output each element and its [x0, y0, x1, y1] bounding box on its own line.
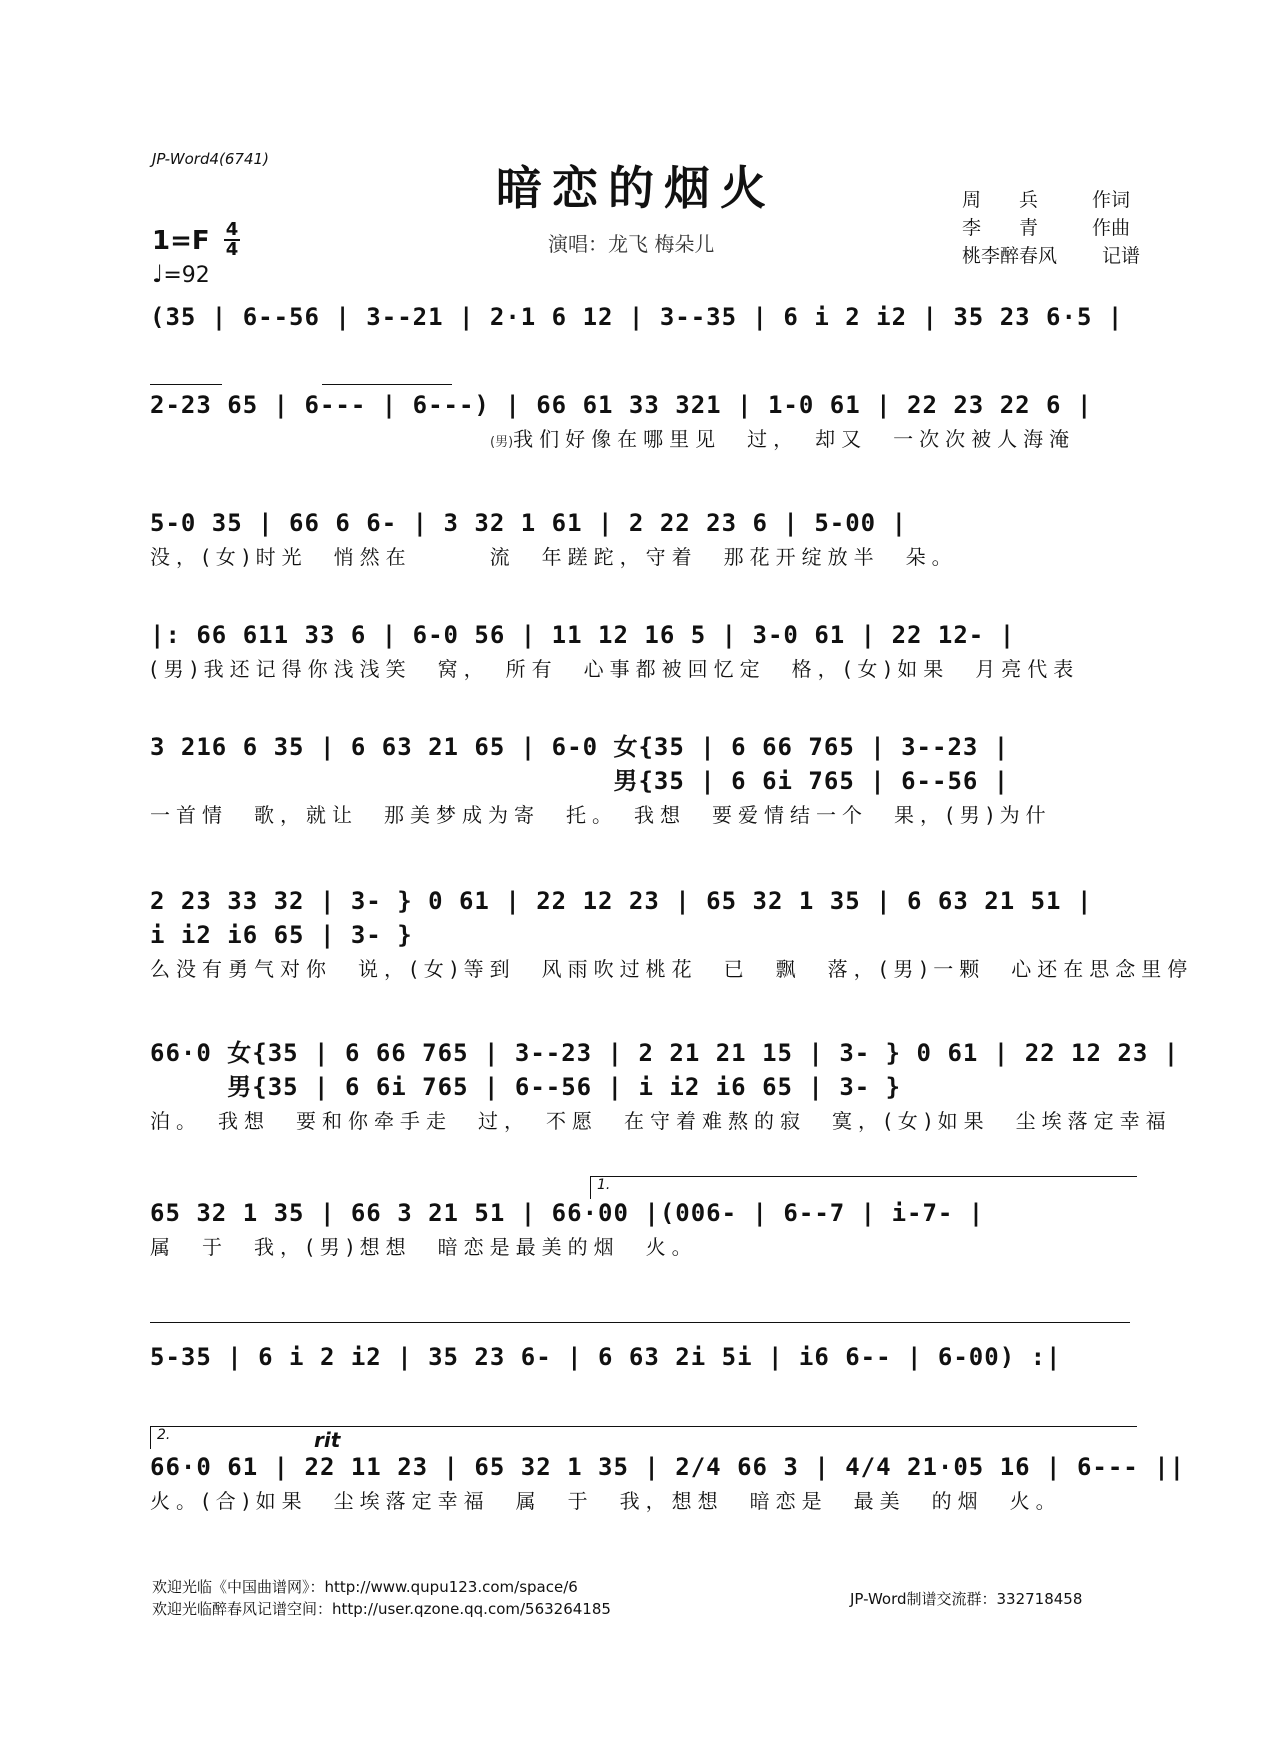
- notation-line-lower: 男{35 | 6 6i 765 | 6--56 | i i2 i6 65 | 3- }: [150, 1073, 902, 1101]
- time-signature: [224, 219, 240, 260]
- credit-name: 桃李醉春风: [962, 245, 1058, 267]
- lyric-line: 泊。 我想 要和你牵手走 过， 不愿 在守着难熬的寂 寞，(女)如果 尘埃落定幸福: [150, 1109, 1172, 1133]
- footer-links: [152, 1576, 611, 1620]
- lyric-line: 属 于 我，(男)想想 暗恋是最美的烟 火。: [150, 1235, 698, 1259]
- footer-link-2[interactable]: 欢迎光临醉春风记谱空间：http://user.qzone.qq.com/563264185: [152, 1600, 611, 1618]
- lyric-text: 我们好像在哪里见 过， 却又 一次次被人海淹: [513, 427, 1076, 451]
- credit-lyricist: [962, 186, 1130, 214]
- tempo-value: =92: [163, 263, 210, 288]
- source-tag: JP-Word4(6741): [152, 150, 269, 168]
- lyric-line: 么没有勇气对你 说，(女)等到 风雨吹过桃花 已 飘 落，(男)一颗 心还在思念里停: [150, 957, 1194, 981]
- credit-role: 记谱: [1101, 245, 1140, 267]
- ritardando-marking: rit: [314, 1428, 341, 1452]
- notation-line: 65 32 1 35 | 66 3 21 51 | 66·00 |(006- | 6--7 | i-7- |: [150, 1199, 985, 1227]
- meter-top: 4: [225, 219, 239, 240]
- lyric-line: 一首情 歌，就让 那美梦成为寄 托。 我想 要爱情结一个 果，(男)为什: [150, 803, 1052, 827]
- credit-name: 周 兵: [962, 189, 1039, 211]
- notation-line-upper: 3 216 6 35 | 6 63 21 65 | 6-0 女{35 | 6 66 765 | 3--23 |: [150, 733, 1010, 761]
- notation-line-upper: 2 23 33 32 | 3- } 0 61 | 22 12 23 | 65 32 1 35 | 6 63 21 51 |: [150, 887, 1093, 915]
- credit-role: 作词: [1091, 189, 1130, 211]
- credit-name: 李 青: [962, 217, 1039, 239]
- quarter-note-icon: ♩: [152, 260, 164, 288]
- notation-line: |: 66 611 33 6 | 6-0 56 | 11 12 16 5 | 3-0 61 | 22 12- |: [150, 621, 1016, 649]
- notation-line-lower: i i2 i6 65 | 3- }: [150, 921, 413, 949]
- notation-line: (35 | 6--56 | 3--21 | 2·1 6 12 | 3--35 | 6 i 2 i2 | 35 23 6·5 |: [150, 303, 1124, 331]
- credit-composer: [962, 214, 1130, 242]
- second-ending-bracket: [150, 1426, 1137, 1449]
- volta-label: 2.: [157, 1427, 171, 1443]
- score-system-10: [150, 1427, 1186, 1516]
- score-system-7: [150, 1036, 1180, 1136]
- role-label: (男): [490, 435, 514, 450]
- tie-arc: [150, 384, 222, 385]
- score-system-1: [150, 300, 1130, 334]
- notation-line-lower: 男{35 | 6 6i 765 | 6--56 |: [150, 767, 1010, 795]
- credits: [962, 186, 1140, 270]
- score-system-8: [150, 1177, 1130, 1262]
- tie-arc: [322, 384, 452, 385]
- credit-transcriber: [962, 242, 1140, 270]
- lyric-line: [150, 424, 1130, 458]
- volta-label: 1.: [597, 1177, 611, 1193]
- lyric-line: 火。(合)如果 尘埃落定幸福 属 于 我，想想 暗恋是 最美 的烟 火。: [150, 1489, 1062, 1513]
- footer-group: JP-Word制谱交流群：332718458: [850, 1590, 1083, 1608]
- notation-line: 2-23 65 | 6--- | 6---) | 66 61 33 321 | 1-0 61 | 22 23 22 6 |: [150, 391, 1093, 419]
- key-signature: 1=F: [152, 226, 210, 256]
- tempo-marking: [152, 260, 210, 288]
- notation-line-upper: 66·0 女{35 | 6 66 765 | 3--23 | 2 21 21 15 | 3- } 0 61 | 22 12 23 |: [150, 1039, 1180, 1067]
- score-system-5: [150, 730, 1130, 830]
- credit-role: 作曲: [1091, 217, 1130, 239]
- score-system-4: [150, 618, 1130, 684]
- score-system-6: [150, 884, 1194, 984]
- score-system-9: [150, 1340, 1130, 1374]
- lyric-line: 没，(女)时光 悄然在 流 年蹉跎，守着 那花开绽放半 朵。: [150, 545, 958, 569]
- first-ending-bracket: [590, 1176, 1137, 1199]
- notation-line: 5-35 | 6 i 2 i2 | 35 23 6- | 6 63 2i 5i | i6 6-- | 6-00) :|: [150, 1343, 1062, 1371]
- notation-line: 66·0 61 | 22 11 23 | 65 32 1 35 | 2/4 66 3 | 4/4 21·05 16 | 6--- ||: [150, 1453, 1186, 1481]
- meter-bottom: 4: [225, 239, 239, 260]
- score-system-2: [150, 388, 1130, 458]
- song-title: 暗恋的烟火: [496, 161, 776, 215]
- first-ending-continuation: [150, 1322, 1130, 1323]
- footer-link-1[interactable]: 欢迎光临《中国曲谱网》：http://www.qupu123.com/space/6: [152, 1578, 578, 1596]
- performer: 演唱：龙飞 梅朵儿: [548, 232, 715, 256]
- lyric-line: (男)我还记得你浅浅笑 窝， 所有 心事都被回忆定 格，(女)如果 月亮代表: [150, 657, 1080, 681]
- score-system-3: [150, 506, 1130, 572]
- notation-line: 5-0 35 | 66 6 6- | 3 32 1 61 | 2 22 23 6 | 5-00 |: [150, 509, 908, 537]
